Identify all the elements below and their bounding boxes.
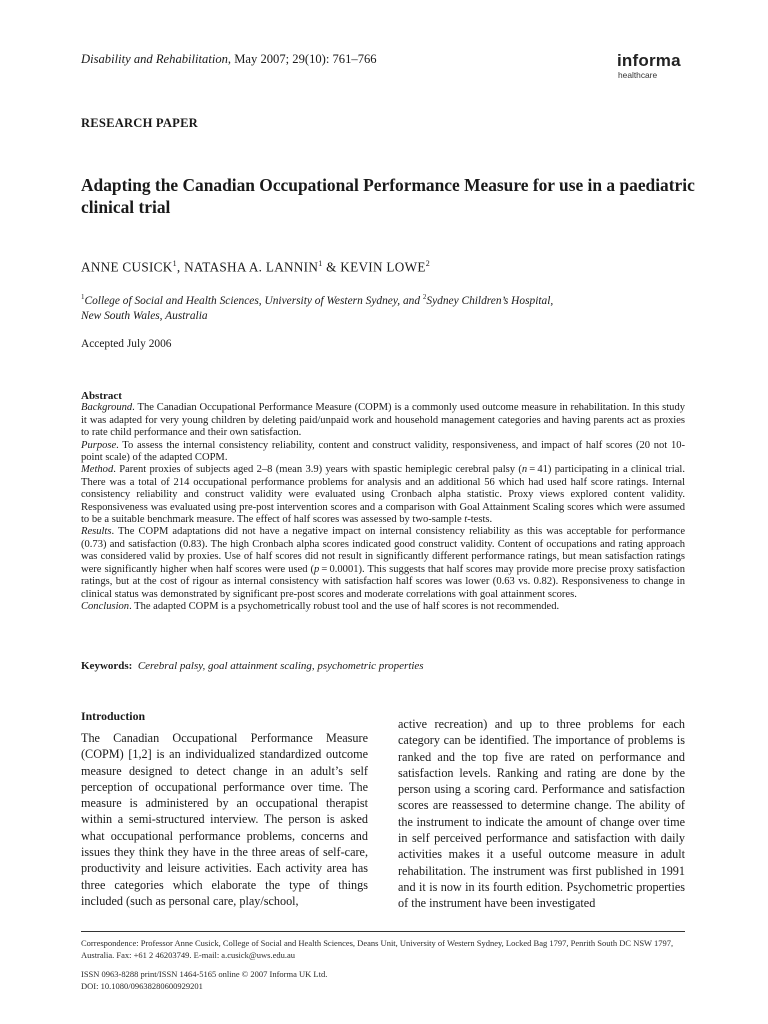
author-name: KEVIN LOWE <box>340 259 426 275</box>
abstract-text: = 0.0001). This suggests that half scores may provide more precise proxy satisfaction ratings, but at the cost of rigour as internal consistency with satisfaction half scores was lower (0.63 vs. 0.82). Responsiveness to change in clinical status was demonstrated by significant pre-post scores and moderate correlations with goal attainment scores. <box>81 563 685 600</box>
issn-line: ISSN 0963-8288 print/ISSN 1464-5165 online © 2007 Informa UK Ltd. <box>81 969 328 979</box>
author-name: NATASHA A. LANNIN <box>184 259 319 275</box>
affiliation-text: College of Social and Health Sciences, University of Western Sydney, and <box>84 294 423 307</box>
affiliation-location: New South Wales, Australia <box>81 310 208 323</box>
abstract-symbol: n <box>521 464 528 476</box>
abstract-label: Method <box>81 464 114 476</box>
doi-line: DOI: 10.1080/09638280600929201 <box>81 981 203 991</box>
abstract-background <box>81 402 685 439</box>
author-affiliation-marker: 2 <box>425 259 430 268</box>
publisher-name: informa <box>617 51 681 70</box>
abstract-method <box>81 464 685 526</box>
publisher-logo <box>617 52 681 80</box>
abstract-label: Results <box>81 526 112 538</box>
keywords <box>81 660 685 672</box>
footer-divider <box>81 931 685 932</box>
keywords-text: Cerebral palsy, goal attainment scaling, psychometric properties <box>137 660 424 672</box>
journal-name: Disability and Rehabilitation <box>81 52 228 66</box>
abstract-text: = 41) participating in a clinical trial. There was a total of 214 occupational performance problems for analysis and an additional 56 which had used half score ratings. Internal consistency reliability and construct validity were evaluated using Cronbach alpha statistic. Proxy views explored content validity. Responsiveness was evaluated using pre-post intervention scores and a comparison with Goal Attainment Scaling scores which were assumed to be a suitable benchmark measure. The effect of half scores was assessed by two-sample <box>81 464 685 526</box>
abstract-label: Purpose <box>81 439 117 451</box>
abstract-text: . To assess the internal consistency reliability, content and construct validity, responsiveness, and impact of half scores (20 not 10-point scale) of the adapted COPM. <box>81 439 685 464</box>
abstract-conclusion <box>81 601 685 613</box>
body-column-left <box>81 709 368 909</box>
affiliation-marker: 1 <box>81 293 85 301</box>
body-column-right <box>398 716 685 912</box>
affiliation-marker: 2 <box>422 293 427 301</box>
author-affiliation-marker: 1 <box>318 259 323 268</box>
abstract-heading: Abstract <box>81 390 122 402</box>
abstract-text: . The adapted COPM is a psychometrically robust tool and the use of half scores is not recommended. <box>129 600 560 612</box>
journal-issue: , May 2007; 29(10): 761–766 <box>227 52 377 66</box>
keywords-label: Keywords: <box>81 660 133 672</box>
correspondence-note: Correspondence: Professor Anne Cusick, College of Social and Health Sciences, Deans Unit, University of Western Sydney, Locked Bag 1797, Penrith South DC NSW 1797, Australia. Fax: +61 2 46203749. E-mail: a.cusick@uws.edu.au <box>81 938 674 960</box>
abstract-symbol: t <box>464 514 468 526</box>
paper-type: RESEARCH PAPER <box>81 116 198 130</box>
author-name: ANNE CUSICK <box>81 259 173 275</box>
abstract <box>81 390 685 613</box>
introduction-paragraph-continued: active recreation) and up to three problems for each category can be identified. The importance of problems is ranked and the top five are rated on performance and satisfaction levels. Ranking and rating are done by the person using a scoring card. Performance and satisfaction scores are reassessed to determine change. The ability of the instrument to indicate the amount of change over time in self perceived performance and satisfaction with daily activities makes it a useful outcome measure in adult rehabilitation. The instrument was first published in 1991 and it is now in its fourth edition. Psychometric properties of the instrument have been investigated <box>398 717 685 911</box>
abstract-purpose <box>81 440 685 465</box>
author-list <box>81 259 430 275</box>
abstract-symbol: p <box>314 563 320 575</box>
author-affiliation-marker: 1 <box>172 259 177 268</box>
abstract-text: -tests. <box>467 514 493 526</box>
abstract-results <box>81 526 685 600</box>
paper-title: Adapting the Canadian Occupational Performance Measure for use in a paediatric clinical trial <box>81 175 695 217</box>
abstract-label: Background <box>81 402 133 414</box>
author-separator: & <box>322 259 341 275</box>
abstract-text: . Parent proxies of subjects aged 2–8 (mean 3.9) years with spastic hemiplegic cerebral palsy ( <box>113 464 522 476</box>
introduction-paragraph: The Canadian Occupational Performance Measure (COPM) [1,2] is an individualized standardized outcome measure designed to detect change in an adult’s self perception of occupational performance over time. The measure is administered by an occupational therapist within a semi-structured interview. The person is asked what occupational performance problems, concerns and issues they think they have in the three areas of self-care, productivity and leisure activities. Each activity area has three categories which elaborate the type of things included (such as personal care, play/school, <box>81 731 368 908</box>
author-separator: , <box>176 259 185 275</box>
journal-citation <box>81 52 377 67</box>
affiliation-text: Sydney Children’s Hospital, <box>426 294 554 307</box>
footer-notes <box>81 937 689 992</box>
abstract-text: . The Canadian Occupational Performance Measure (COPM) is a commonly used outcome measure in rehabilitation. In this study it was adapted for very young children by deleting paid/unpaid work and household management categories and having parents act as proxies to rate child performance and their own satisfaction. <box>81 402 685 439</box>
introduction-heading: Introduction <box>81 709 146 723</box>
abstract-label: Conclusion <box>81 600 130 612</box>
publisher-subtitle: healthcare <box>618 70 658 80</box>
abstract-text: . The COPM adaptations did not have a negative impact on internal consistency reliability as this was acceptable for performance (0.73) and satisfaction (0.83). The high Cronbach alpha scores indicated good construct validity. Content of occupations and rating approach was considered valid by proxies. Use of half scores did not result in significantly different performance ratings, but mean satisfaction ratings were significantly higher when half scores were used ( <box>81 526 685 575</box>
accepted-date: Accepted July 2006 <box>81 338 172 350</box>
affiliations <box>81 290 691 325</box>
